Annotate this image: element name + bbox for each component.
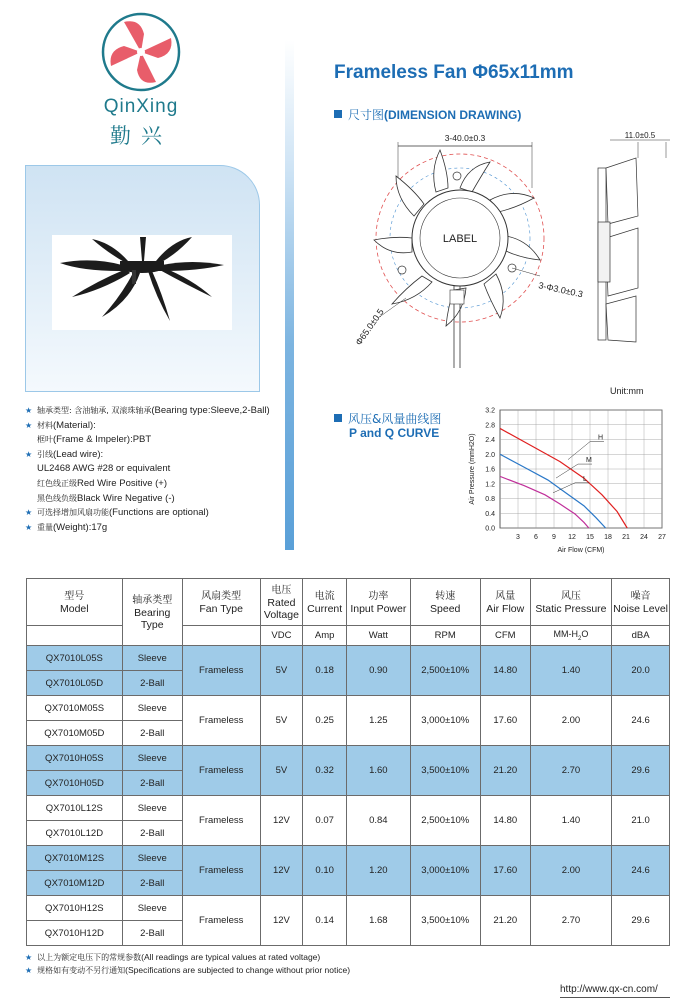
spec-list [25,405,290,536]
star-icon: ★ [25,449,33,459]
noise-cell: 29.6 [612,746,670,796]
voltage-cell: 5V [260,746,303,796]
pressure-cell: 1.40 [530,796,611,846]
footnotes [25,951,350,977]
voltage-cell: 5V [260,646,303,696]
model-cell: QX7010M12S [27,846,123,871]
table-row [27,896,670,921]
voltage-cell: 5V [260,696,303,746]
bearing-cell: Sleeve [122,646,182,671]
spec-item: ★ 可选择增加风扇功能(Functions are optional) [25,507,209,519]
diameter-label: Φ65.0±0.5 [353,306,386,348]
y-tick-label: 0.4 [485,510,495,518]
model-cell: QX7010H12S [27,896,123,921]
fan-type-cell: Frameless [182,846,260,896]
unit-label: Unit:mm [610,386,644,396]
bearing-cell: Sleeve [122,746,182,771]
noise-cell: 21.0 [612,796,670,846]
logo-emblem [86,8,196,98]
col-bearing: 轴承类型 Bearing Type [122,579,182,646]
bearing-cell: Sleeve [122,796,182,821]
pressure-cell: 2.00 [530,696,611,746]
series-label: H [598,434,604,442]
fan-type-cell: Frameless [182,696,260,746]
spec-item: 黑色线负级Black Wire Negative (-) [37,492,175,504]
noise-cell: 24.6 [612,696,670,746]
curve-heading-en: P and Q CURVE [349,426,440,440]
col-pressure: 风压 Static Pressure [530,579,611,626]
current-cell: 0.25 [303,696,347,746]
model-cell: QX7010L05D [27,671,123,696]
spec-item: ★ 材料(Material): [25,419,96,431]
x-tick-label: 6 [534,534,538,541]
dimension-drawing [340,128,685,398]
bearing-cell: 2-Ball [122,671,182,696]
x-tick-label: 15 [586,534,594,541]
bearing-cell: 2-Ball [122,921,182,946]
col-power: 功率 Input Power [347,579,411,626]
table-row [27,696,670,721]
bearing-cell: Sleeve [122,696,182,721]
airflow-cell: 21.20 [480,746,530,796]
star-icon: ★ [25,522,33,532]
star-icon: ★ [25,508,33,518]
star-icon: ★ [25,966,33,975]
unit-cell-fan-type [182,626,260,646]
model-cell: QX7010M12D [27,871,123,896]
x-tick-label: 3 [516,534,520,541]
label-text: LABEL [442,233,478,245]
noise-cell: 20.0 [612,646,670,696]
x-tick-label: 12 [568,534,576,541]
brand-name: QinXing [103,96,179,117]
hole-diameter-label: 3-Φ3.0±0.3 [537,280,584,300]
unit-power: Watt [347,626,411,646]
speed-cell: 2,500±10% [410,796,480,846]
table-row [27,796,670,821]
speed-cell: 3,000±10% [410,846,480,896]
divider [560,997,670,998]
unit-cell-model [27,626,123,646]
col-voltage: 电压 Rated Voltage [260,579,303,626]
table-row [27,846,670,871]
table-row [27,646,670,671]
spec-item: 红色线正级Red Wire Positive (+) [37,477,168,489]
col-current: 电流 Current [303,579,347,626]
star-icon: ★ [25,953,33,962]
airflow-cell: 17.60 [480,696,530,746]
unit-voltage: VDC [260,626,303,646]
model-cell: QX7010L12D [27,821,123,846]
bearing-cell: 2-Ball [122,871,182,896]
model-cell: QX7010L05S [27,646,123,671]
square-bullet-icon [334,110,342,118]
footnote: ★ 以上为额定电压下的常规参数(All readings are typical values at rated voltage) [25,952,321,962]
series-label: M [586,457,592,465]
col-model: 型号 Model [27,579,123,626]
bearing-cell: Sleeve [122,896,182,921]
spec-item: ★ 重量(Weight):17g [25,521,108,533]
spec-item: ★ 轴承类型: 含油轴承, 双滚珠轴承(Bearing type:Sleeve,2-Ball) [25,405,270,416]
unit-speed: RPM [410,626,480,646]
power-cell: 0.90 [347,646,411,696]
spec-item: ★ 引线(Lead wire): [25,448,104,460]
col-airflow: 风量 Air Flow [480,579,530,626]
model-cell: QX7010H12D [27,921,123,946]
y-tick-label: 1.2 [485,481,495,489]
speed-cell: 2,500±10% [410,646,480,696]
fan-type-cell: Frameless [182,646,260,696]
col-speed: 转速 Speed [410,579,480,626]
series-label: L [583,475,587,483]
page-title: Frameless Fan Φ65x11mm [334,62,574,83]
airflow-cell: 14.80 [480,646,530,696]
model-cell: QX7010H05S [27,746,123,771]
bearing-cell: 2-Ball [122,771,182,796]
speed-cell: 3,000±10% [410,696,480,746]
brand-logo [86,8,196,148]
power-cell: 1.20 [347,846,411,896]
airflow-cell: 21.20 [480,896,530,946]
hole-spacing-label: 3-40.0±0.3 [444,133,486,143]
model-cell: QX7010M05D [27,721,123,746]
power-cell: 1.25 [347,696,411,746]
spec-item: UL2468 AWG #28 or equivalent [37,463,171,475]
current-cell: 0.07 [303,796,347,846]
square-bullet-icon [334,414,342,422]
col-noise: 噪音 Noise Level [612,579,670,626]
website-link[interactable]: http://www.qx-cn.com/ [560,984,658,995]
x-tick-label: 27 [658,534,666,541]
y-tick-label: 0.8 [485,496,495,503]
voltage-cell: 12V [260,846,303,896]
y-tick-label: 2.4 [485,437,495,444]
fan-type-cell: Frameless [182,896,260,946]
spec-table [26,578,670,946]
pressure-cell: 2.70 [530,746,611,796]
x-tick-label: 24 [640,534,648,541]
x-axis-title: Air Flow (CFM) [557,547,605,554]
unit-noise: dBA [612,626,670,646]
model-cell: QX7010M05S [27,696,123,721]
current-cell: 0.10 [303,846,347,896]
y-tick-label: 3.2 [485,407,495,415]
model-cell: QX7010H05D [27,771,123,796]
noise-cell: 24.6 [612,846,670,896]
airflow-cell: 14.80 [480,796,530,846]
product-photo [52,235,232,330]
bearing-cell: 2-Ball [122,821,182,846]
star-icon: ★ [25,406,33,415]
y-tick-label: 2.8 [485,422,495,430]
pressure-cell: 2.70 [530,896,611,946]
curve-heading-cn: 风压&风量曲线图 [334,410,441,427]
thickness-label: 11.0±0.5 [624,131,656,140]
x-tick-label: 18 [604,534,612,541]
current-cell: 0.14 [303,896,347,946]
x-tick-label: 9 [552,534,556,541]
dimension-heading: 尺寸图(DIMENSION DRAWING) [334,106,521,123]
col-fan-type: 风扇类型 Fan Type [182,579,260,626]
y-tick-label: 0.0 [485,525,495,533]
y-tick-label: 2.0 [485,451,495,459]
pq-curve-chart [462,400,672,560]
bearing-cell: Sleeve [122,846,182,871]
current-cell: 0.18 [303,646,347,696]
current-cell: 0.32 [303,746,347,796]
speed-cell: 3,500±10% [410,896,480,946]
pressure-cell: 2.00 [530,846,611,896]
power-cell: 0.84 [347,796,411,846]
fan-type-cell: Frameless [182,746,260,796]
power-cell: 1.68 [347,896,411,946]
brand-name-cn: 勤兴 [110,124,172,148]
footnote: ★ 规格如有变动不另行通知(Specifications are subjected to change without prior notice) [25,965,351,975]
power-cell: 1.60 [347,746,411,796]
y-axis-title: Air Pressure (mmH2O) [469,433,476,505]
y-tick-label: 1.6 [485,466,495,474]
pressure-cell: 1.40 [530,646,611,696]
star-icon: ★ [25,420,33,430]
unit-current: Amp [303,626,347,646]
voltage-cell: 12V [260,896,303,946]
airflow-cell: 17.60 [480,846,530,896]
table-row [27,746,670,771]
unit-airflow: CFM [480,626,530,646]
x-tick-label: 21 [622,534,630,541]
bearing-cell: 2-Ball [122,721,182,746]
unit-pressure: $MM-H_2O$ [530,626,611,646]
spec-item: 框叶(Frame & Impeler):PBT [37,434,152,446]
noise-cell: 29.6 [612,896,670,946]
speed-cell: 3,500±10% [410,746,480,796]
voltage-cell: 12V [260,796,303,846]
model-cell: QX7010L12S [27,796,123,821]
fan-type-cell: Frameless [182,796,260,846]
